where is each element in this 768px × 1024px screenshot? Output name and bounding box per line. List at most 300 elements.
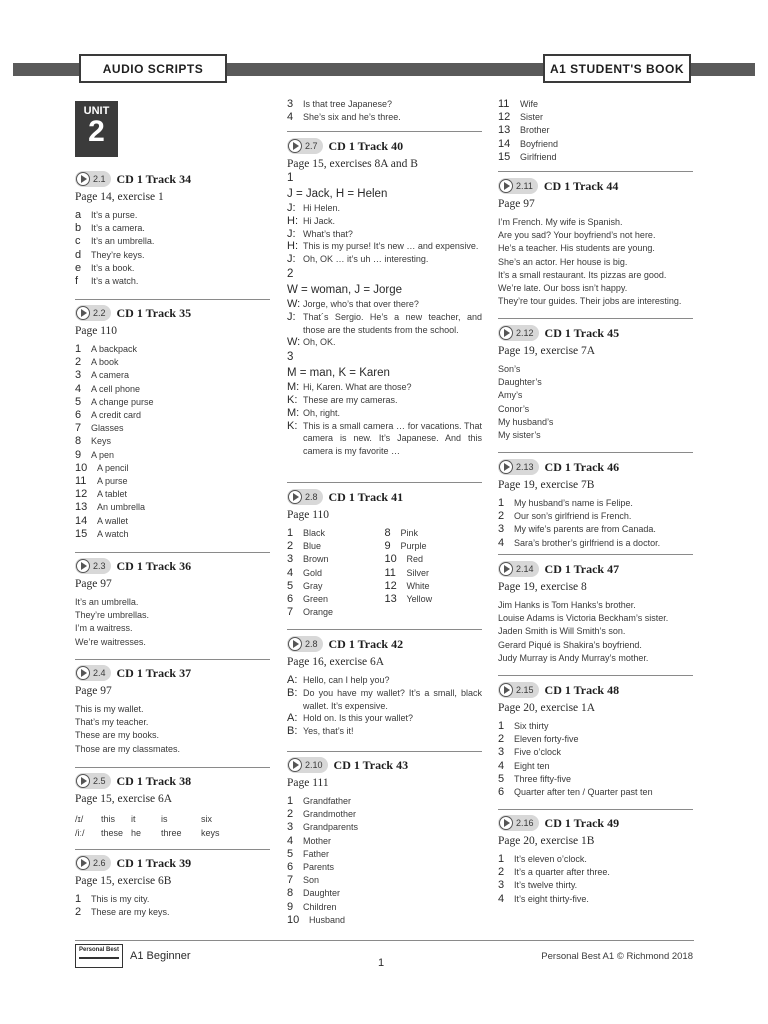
list-item [385, 567, 483, 580]
item-number: 3 [287, 821, 294, 834]
dialogue-number: 2 [287, 267, 294, 280]
item-number: 7 [287, 874, 294, 887]
item-number: 8 [384, 527, 391, 539]
header-band-right [690, 63, 755, 76]
item-text: Husband [309, 914, 346, 925]
list-item [498, 893, 693, 906]
item-number: 8 [75, 435, 82, 448]
track-title: CD 1 Track 37 [116, 665, 192, 680]
item-text: My husband’s name is Felipe. [514, 498, 633, 508]
audio-badge-number: 2.2 [93, 308, 106, 318]
dialogue-text: Hi Helen. [303, 203, 341, 213]
list-item [287, 553, 385, 566]
item-number: 4 [498, 536, 505, 549]
audio-badge-number: 2.4 [93, 668, 106, 678]
item-number: 12 [384, 579, 397, 592]
item-number: 3 [498, 746, 505, 759]
item-number: 3 [287, 98, 294, 110]
item-number: 4 [287, 111, 294, 124]
speaker: J: [287, 310, 296, 323]
list-item [498, 124, 693, 137]
script-line: Daughter’s [498, 377, 542, 388]
audio-badge-number: 2.12 [516, 328, 534, 338]
dialogue-text: Oh, right. [303, 407, 341, 418]
audio-badge [75, 665, 111, 681]
item-text: Gray [303, 580, 323, 591]
speaker: M: [287, 381, 300, 394]
item-number: 2 [75, 356, 82, 369]
item-number: 4 [287, 566, 294, 579]
track-header [287, 636, 482, 652]
unit-badge [75, 101, 118, 157]
list-item [75, 462, 270, 475]
list-item [498, 760, 693, 773]
item-text: Grandmother [303, 809, 357, 820]
page-reference: Page 110 [287, 509, 330, 521]
dialogue-text: Hello, can I help you? [303, 675, 390, 685]
numbered-list [498, 853, 693, 906]
dialogue-cast: M = man, K = Karen [287, 367, 390, 380]
page-reference: Page 15, exercise 6B [75, 875, 172, 887]
section-divider [75, 767, 270, 768]
numbered-list [498, 720, 693, 799]
item-number: 7 [75, 422, 82, 435]
item-text: A tablet [97, 489, 128, 500]
script-line: She’s an actor. Her house is big. [498, 256, 628, 267]
script-line: Gerard Piqué is Shakira’s boyfriend. [498, 639, 642, 650]
item-text: Black [303, 528, 326, 538]
track-section [498, 459, 693, 550]
item-text: Three fifty-five [514, 773, 572, 784]
play-icon [76, 666, 90, 680]
item-number: 4 [498, 892, 505, 905]
list-item [75, 422, 270, 435]
list-column [287, 521, 385, 619]
item-number: 13 [384, 593, 397, 606]
line-list [498, 363, 693, 442]
item-number: 9 [384, 540, 391, 553]
header-audio-scripts: AUDIO SCRIPTS [79, 54, 227, 83]
item-number: 5 [75, 395, 82, 408]
item-text: Five o’clock [514, 747, 562, 758]
item-text: Son [303, 875, 320, 886]
dialogue-text: Hold on. Is this your wallet? [303, 713, 414, 724]
list-item [287, 914, 482, 927]
dialogue-number: 1 [287, 172, 294, 184]
item-number: b [75, 222, 82, 235]
page-reference: Page 111 [287, 777, 329, 789]
list-item [287, 861, 482, 874]
audio-badge [498, 178, 538, 194]
item-text: This is my city. [91, 894, 150, 904]
item-number: 9 [287, 900, 294, 913]
script-line: Judy Murray is Andy Murray’s mother. [498, 652, 649, 663]
audio-badge-number: 2.16 [516, 818, 534, 828]
item-text: Daughter [303, 888, 341, 899]
item-text: A credit card [91, 410, 142, 421]
list-item [75, 222, 270, 235]
item-text: A pen [91, 449, 115, 460]
item-text: Blue [303, 541, 322, 552]
script-line: He’s a teacher. His students are young. [498, 243, 655, 254]
list-item [75, 262, 270, 275]
numbered-list [75, 343, 270, 541]
list-item [498, 151, 693, 164]
play-icon [76, 774, 90, 788]
phonetic-word: three [161, 827, 182, 838]
list-item [287, 540, 385, 553]
phonetic-word: this [101, 814, 116, 824]
dialogue [287, 381, 482, 458]
speaker: W: [287, 297, 301, 310]
page-reference: Page 14, exercise 1 [75, 191, 164, 203]
script-line: Are you sad? Your boyfriend’s not here. [498, 230, 656, 241]
script-line: It’s a small restaurant. Its pizzas are good. [498, 269, 667, 280]
track-section [75, 171, 270, 288]
item-number: 10 [287, 913, 300, 926]
list-item [498, 111, 693, 124]
track-title: CD 1 Track 35 [116, 305, 192, 320]
list-item [75, 893, 270, 906]
item-text: A pencil [97, 462, 129, 473]
audio-badge [287, 757, 328, 773]
speaker: A: [287, 712, 298, 725]
item-text: Brown [303, 554, 329, 565]
audio-badge [498, 682, 539, 698]
dialogue [287, 674, 482, 738]
track-header [498, 325, 693, 341]
script-line: My sister’s [498, 430, 541, 441]
track-continuation [287, 98, 482, 124]
dialogue-line [287, 725, 482, 738]
item-text: It’s a purse. [91, 210, 138, 220]
list-item [287, 593, 385, 606]
audio-badge-number: 2.3 [93, 561, 106, 571]
dialogue-text: Oh, OK … it’s uh … interesting. [303, 254, 429, 265]
list-item [287, 527, 385, 540]
page-reference: Page 20, exercise 1A [498, 702, 596, 714]
dialogue-text: Do you have my wallet? It’s a small, black wallet. It’s expensive. [303, 687, 482, 711]
section-divider [498, 675, 693, 676]
list-item [75, 249, 270, 262]
item-number: 2 [75, 906, 82, 919]
track-header [498, 682, 693, 698]
item-text: It’s a watch. [91, 276, 139, 287]
item-text: Keys [91, 436, 112, 447]
play-icon [288, 139, 302, 153]
script-line: That’s my teacher. [75, 717, 149, 728]
script-line: They’re umbrellas. [75, 610, 150, 621]
item-number: 6 [287, 861, 294, 874]
audio-badge [498, 561, 539, 577]
track-header [287, 757, 482, 773]
script-line: We’re late. Our boss isn’t happy. [498, 283, 628, 294]
item-text: A wallet [97, 515, 129, 526]
item-number: e [75, 261, 82, 274]
phonetic-symbol: /ɪ/ [75, 814, 84, 824]
item-text: Silver [406, 567, 430, 578]
item-number: 3 [498, 879, 505, 892]
item-text: It’s twelve thirty. [514, 880, 578, 891]
numbered-list [287, 795, 482, 927]
item-number: 15 [75, 527, 88, 540]
audio-badge [75, 773, 111, 789]
dialogue-text: Hi Jack. [303, 215, 336, 226]
phonetic-symbol: /iː/ [75, 827, 85, 838]
play-icon [499, 683, 513, 697]
item-text: Mother [303, 835, 332, 846]
unit-label: UNIT [83, 105, 110, 117]
page-number: 1 [378, 957, 385, 969]
line-list [498, 216, 693, 308]
item-number: 1 [498, 497, 505, 509]
track-section [498, 561, 693, 665]
track-section [287, 489, 482, 619]
list-item [498, 746, 693, 759]
page-reference: Page 19, exercise 8 [498, 581, 587, 593]
item-text: A watch [97, 528, 129, 539]
list-item [287, 98, 482, 111]
track-section [75, 773, 270, 840]
script-line: Louise Adams is Victoria Beckham’s sister. [498, 613, 669, 624]
section-divider [498, 554, 693, 555]
list-item [75, 275, 270, 288]
audio-badge-number: 2.13 [516, 462, 534, 472]
list-item [75, 488, 270, 501]
list-item [75, 449, 270, 462]
section-divider [75, 659, 270, 660]
section-divider [75, 299, 270, 300]
track-title: CD 1 Track 45 [544, 325, 620, 340]
item-text: Glasses [91, 423, 124, 434]
audio-badge-number: 2.7 [305, 141, 318, 151]
audio-badge [75, 171, 111, 187]
dialogue [287, 202, 482, 266]
list-column [385, 521, 483, 619]
play-icon [76, 856, 90, 870]
item-number: 2 [498, 510, 505, 523]
phonetic-row [75, 813, 270, 827]
speaker: H: [287, 214, 298, 227]
script-line: Those are my classmates. [75, 743, 181, 754]
play-icon [76, 172, 90, 186]
track-section [498, 815, 693, 906]
item-number: 3 [75, 369, 82, 382]
item-number: 10 [384, 553, 397, 566]
dialogue-text: This is my purse! It’s new … and expensive. [303, 241, 479, 252]
list-item [75, 396, 270, 409]
item-number: 11 [384, 566, 396, 579]
list-item [75, 235, 270, 248]
item-text: A backpack [91, 344, 138, 354]
item-number: 8 [287, 887, 294, 900]
item-text: Orange [303, 607, 334, 618]
numbered-list [75, 893, 270, 919]
phonetic-table [75, 813, 270, 840]
item-text: It’s an umbrella. [91, 236, 155, 247]
speaker: B: [287, 686, 298, 699]
unit-number: 2 [88, 115, 105, 148]
track-title: CD 1 Track 42 [328, 636, 404, 651]
section-divider [75, 849, 270, 850]
script-line: Jaden Smith is Will Smith’s son. [498, 626, 626, 637]
section-divider [75, 552, 270, 553]
dialogue-line [287, 336, 482, 349]
line-list [75, 596, 270, 649]
item-number: 2 [498, 733, 505, 746]
track-header [287, 489, 482, 505]
audio-badge [498, 815, 539, 831]
script-line: I’m French. My wife is Spanish. [498, 217, 623, 227]
item-text: Sara’s brother’s girlfriend is a doctor. [514, 537, 661, 548]
audio-badge [287, 636, 323, 652]
section-divider [287, 751, 482, 752]
track-header [287, 138, 482, 154]
page-reference: Page 97 [75, 578, 112, 590]
page-reference: Page 19, exercise 7B [498, 479, 595, 491]
item-text: It’s eight thirty-five. [514, 893, 589, 904]
list-item [385, 580, 483, 593]
track-title: CD 1 Track 36 [116, 558, 192, 573]
list-item [498, 537, 693, 550]
item-number: f [75, 275, 79, 288]
item-text: Father [303, 848, 330, 859]
script-line: These are my books. [75, 730, 160, 741]
dialogue-text: Oh, OK. [303, 337, 336, 348]
list-item [498, 879, 693, 892]
track-title: CD 1 Track 47 [544, 561, 620, 576]
play-icon [288, 490, 302, 504]
dialogue-line [287, 687, 482, 713]
item-text: Children [303, 901, 337, 912]
item-text: These are my keys. [91, 907, 170, 918]
list-item [75, 383, 270, 396]
section-divider [498, 452, 693, 453]
item-text: Our son’s girlfriend is French. [514, 511, 632, 522]
list-item [287, 821, 482, 834]
numbered-list [498, 497, 693, 550]
item-text: An umbrella [97, 502, 146, 513]
item-number: 2 [287, 808, 294, 821]
list-item [385, 540, 483, 553]
phonetic-word: keys [201, 827, 220, 838]
header-students-book: A1 STUDENT'S BOOK [543, 54, 691, 83]
footer-copyright: Personal Best A1 © Richmond 2018 [541, 951, 693, 962]
list-item [75, 475, 270, 488]
page-reference: Page 97 [498, 198, 535, 210]
track-section [287, 138, 482, 458]
item-number: 3 [498, 523, 505, 536]
page-reference: Page 16, exercise 6A [287, 656, 385, 668]
track-title: CD 1 Track 34 [116, 171, 192, 186]
dialogue-line [287, 674, 482, 687]
play-icon [76, 559, 90, 573]
dialogue-line [287, 394, 482, 407]
script-line: This is my wallet. [75, 704, 144, 714]
dialogue-line [287, 240, 482, 253]
line-list [75, 703, 270, 756]
phonetic-word: six [201, 814, 212, 824]
track-title: CD 1 Track 49 [544, 815, 620, 830]
item-text: Girlfriend [520, 151, 557, 162]
play-icon [288, 758, 302, 772]
list-item [75, 369, 270, 382]
list-item [287, 835, 482, 848]
track-header [75, 305, 270, 321]
dialogue-line [287, 202, 482, 215]
dialogue-text: Hi, Karen. What are those? [303, 382, 412, 393]
track-header [498, 178, 693, 194]
list-item [75, 515, 270, 528]
dialogue-line [287, 407, 482, 420]
track-title: CD 1 Track 39 [116, 855, 192, 870]
item-number: 13 [75, 501, 88, 514]
list-item [498, 773, 693, 786]
list-item [385, 593, 483, 606]
dialogue-number: 3 [287, 351, 294, 364]
item-number: 5 [287, 847, 294, 860]
item-number: 3 [287, 553, 294, 566]
dialogue-text: What’s that? [303, 228, 353, 239]
item-text: It’s a book. [91, 262, 135, 273]
list-item [75, 906, 270, 919]
audio-badge [75, 855, 111, 871]
list-item [287, 887, 482, 900]
track-title: CD 1 Track 48 [544, 682, 620, 697]
list-item [287, 808, 482, 821]
item-number: 9 [75, 448, 82, 461]
audio-badge [498, 325, 539, 341]
list-item [498, 720, 693, 733]
track-header [498, 815, 693, 831]
item-text: A cell phone [91, 383, 141, 394]
section-divider [287, 482, 482, 483]
item-number: 14 [498, 137, 511, 150]
audio-badge-number: 2.15 [516, 685, 534, 695]
speaker: A: [287, 674, 298, 686]
audio-badge [75, 305, 111, 321]
track-section [75, 305, 270, 541]
item-text: Wife [520, 99, 538, 109]
item-number: 1 [498, 720, 505, 732]
audio-badge-number: 2.11 [516, 181, 533, 191]
track-section [498, 325, 693, 442]
section-divider [287, 629, 482, 630]
phonetic-word: he [131, 827, 142, 838]
header-band-left [13, 63, 79, 76]
item-text: A change purse [91, 396, 154, 407]
track-title: CD 1 Track 41 [328, 489, 404, 504]
dialogue-text: That´s Sergio. He’s a new teacher, and those are the students from the school. [303, 311, 482, 335]
item-text: Parents [303, 862, 335, 873]
script-line: We’re waitresses. [75, 636, 146, 647]
item-number: 1 [287, 527, 294, 539]
track-header [75, 773, 270, 789]
track-title: CD 1 Track 40 [328, 138, 404, 153]
numbered-list [75, 209, 270, 288]
personal-best-logo: Personal Best [75, 944, 123, 968]
dialogue-text: Yes, that’s it! [303, 726, 354, 737]
track-header [75, 855, 270, 871]
script-line: It’s an umbrella. [75, 597, 139, 607]
audio-badge-number: 2.5 [93, 776, 106, 786]
script-line: Amy’s [498, 390, 523, 401]
track-header [498, 561, 693, 577]
speaker: M: [287, 406, 300, 419]
list-item [287, 606, 385, 619]
item-number: 1 [75, 343, 82, 355]
item-text: Grandfather [303, 796, 352, 806]
